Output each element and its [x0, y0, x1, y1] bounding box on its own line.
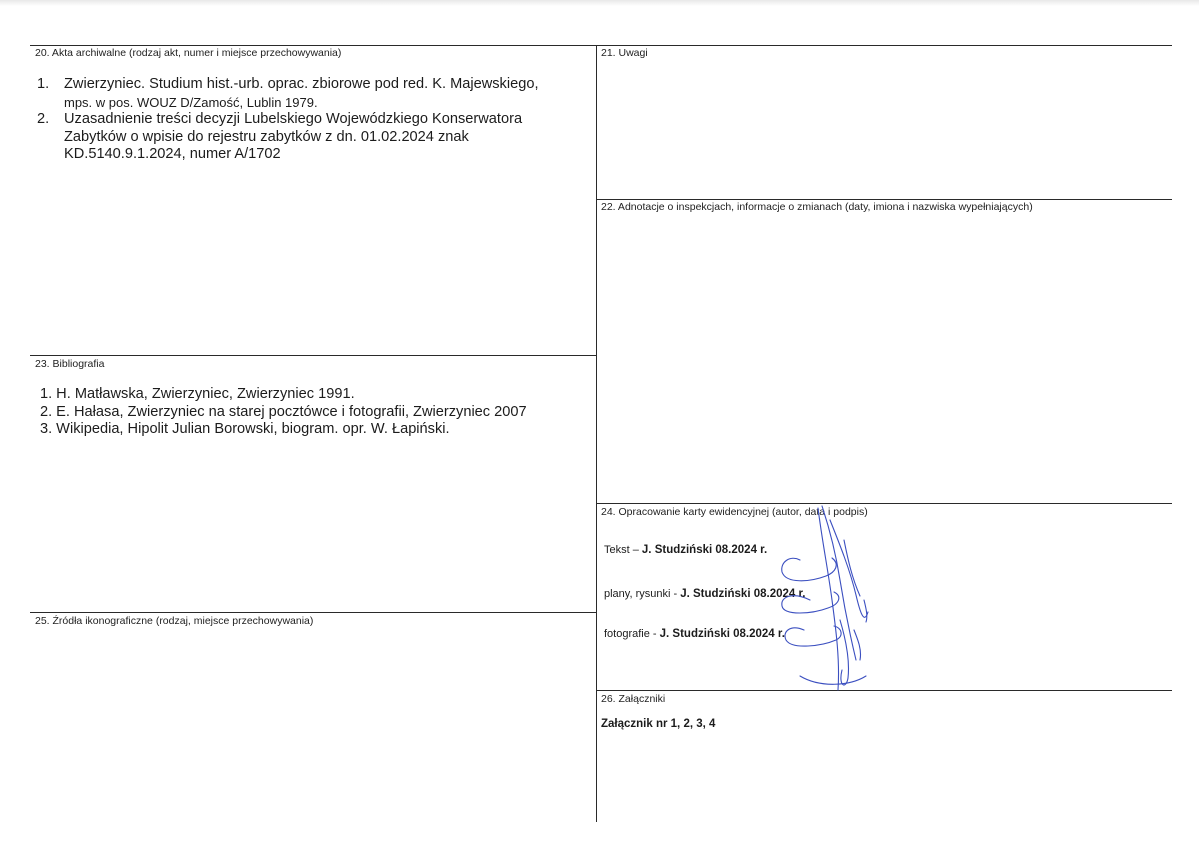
item-line: mps. w pos. WOUZ D/Zamość, Lublin 1979.	[64, 94, 318, 110]
rule-top	[30, 45, 1172, 46]
list-item	[40, 404, 595, 422]
item-line: Uzasadnienie treści decyzji Lubelskiego Wojewódzkiego Konserwatora	[64, 111, 523, 128]
item-number: 1.	[37, 76, 50, 92]
rule-21-22	[596, 199, 1172, 200]
item-line: KD.5140.9.1.2024, numer A/1702	[64, 146, 281, 163]
list-item	[40, 386, 595, 404]
section-25-label: 25. Źródła ikonograficzne (rodzaj, miejsce przechowywania)	[35, 615, 314, 627]
rule-22-24	[596, 503, 1172, 504]
item-line: Zabytków o wpisie do rejestru zabytków z dn. 01.02.2024 znak	[64, 128, 469, 145]
attachments-value: Załącznik nr 1, 2, 3, 4	[601, 718, 716, 730]
row-value: J. Studziński 08.2024 r.	[659, 628, 785, 640]
item-number: 1.	[40, 386, 53, 402]
list-item	[37, 111, 592, 164]
section-23-label: 23. Bibliografia	[35, 358, 105, 370]
row-prefix: fotografie -	[604, 628, 660, 640]
author-row-plans	[604, 587, 806, 601]
section-20-label: 20. Akta archiwalne (rodzaj akt, numer i miejsce przechowywania)	[35, 47, 342, 59]
bibliography-list	[40, 386, 595, 439]
archival-records-list	[37, 76, 592, 164]
author-row-text	[604, 543, 767, 557]
rule-24-26	[596, 690, 1172, 691]
row-prefix: plany, rysunki -	[604, 588, 681, 600]
row-value: J. Studziński 08.2024 r.	[641, 544, 768, 556]
rule-23-25	[30, 612, 596, 613]
item-text: H. Matławska, Zwierzyniec, Zwierzyniec 1991.	[56, 386, 355, 402]
list-item	[37, 76, 592, 111]
row-value: J. Studziński 08.2024 r.	[680, 588, 806, 600]
list-item	[40, 421, 595, 439]
item-line: Zwierzyniec. Studium hist.-urb. oprac. zbiorowe pod red. K. Majewskiego,	[64, 76, 539, 92]
rule-center	[596, 45, 597, 822]
item-number: 2.	[40, 403, 53, 420]
scan-edge	[0, 0, 1199, 6]
author-row-photos	[604, 627, 785, 641]
section-22-label: 22. Adnotacje o inspekcjach, informacje o zmianach (daty, imiona i nazwiska wypełniających)	[601, 201, 1033, 213]
item-text: E. Hałasa, Zwierzyniec na starej pocztówce i fotografii, Zwierzyniec 2007	[56, 403, 527, 420]
row-prefix: Tekst –	[604, 544, 642, 556]
section-21-label: 21. Uwagi	[601, 47, 648, 59]
item-number: 3.	[40, 421, 53, 438]
section-26-label: 26. Załączniki	[601, 693, 666, 705]
item-number: 2.	[37, 111, 50, 128]
rule-20-23	[30, 355, 596, 356]
section-24-label: 24. Opracowanie karty ewidencyjnej (autor, data i podpis)	[601, 506, 868, 518]
item-text: Wikipedia, Hipolit Julian Borowski, biogram. opr. W. Łapiński.	[56, 421, 450, 438]
